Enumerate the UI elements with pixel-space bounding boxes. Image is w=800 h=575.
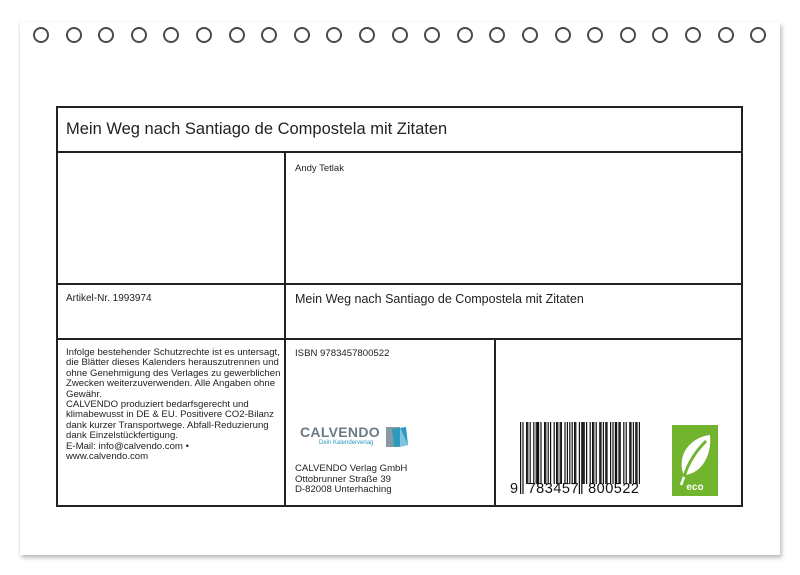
barcode-bar (536, 422, 537, 484)
divider (494, 338, 496, 507)
binding-hole (196, 27, 212, 43)
barcode-bar (584, 422, 585, 484)
publisher-address: CALVENDO Verlag GmbH Ottobrunner Straße 39 D-82008 Unterhaching (295, 463, 408, 496)
binding-hole (718, 27, 734, 43)
barcode-bar (618, 422, 619, 484)
barcode-bar (592, 422, 593, 484)
leaf-icon (672, 429, 718, 489)
divider (56, 151, 743, 153)
barcode-bar (635, 422, 636, 484)
barcode-bar (530, 422, 531, 484)
binding-hole (457, 27, 473, 43)
barcode-bar (633, 422, 634, 484)
barcode-bar (600, 422, 601, 484)
binding-hole (522, 27, 538, 43)
divider (56, 338, 743, 340)
barcode-bar (593, 422, 594, 484)
barcode-bar (526, 422, 527, 484)
barcode-bar (533, 422, 534, 484)
binding-hole (424, 27, 440, 43)
barcode-bar (544, 422, 545, 484)
divider (56, 283, 743, 285)
binding-hole (489, 27, 505, 43)
eco-label-badge (672, 425, 718, 496)
binding-hole (652, 27, 668, 43)
barcode-bar (569, 422, 570, 484)
barcode-bar (548, 422, 549, 484)
barcode-bar (605, 422, 606, 484)
barcode-bar (590, 422, 591, 484)
binding-hole (131, 27, 147, 43)
binding-holes (0, 27, 800, 45)
barcode-bar (616, 422, 617, 484)
barcode-bar (575, 422, 576, 484)
barcode-bar (582, 422, 583, 484)
barcode-bar (540, 422, 541, 484)
barcode-number: 9 783457 800522 (510, 481, 640, 497)
barcode-bar (596, 422, 597, 484)
binding-hole (98, 27, 114, 43)
logo-tagline: Dein Kalenderverlag (319, 440, 374, 446)
barcode-bar (610, 422, 611, 484)
binding-hole (163, 27, 179, 43)
barcode-bar (550, 422, 551, 484)
barcode-bar (527, 422, 528, 484)
barcode-bar (554, 422, 555, 484)
binding-hole (294, 27, 310, 43)
binding-hole (326, 27, 342, 43)
binding-hole (685, 27, 701, 43)
article-number: Artikel-Nr. 1993974 (66, 293, 152, 304)
binding-hole (587, 27, 603, 43)
barcode-bar (586, 422, 587, 484)
eco-text: eco (686, 482, 704, 493)
divider (284, 151, 286, 507)
barcode-bar (561, 422, 562, 484)
barcode-bar (603, 422, 604, 484)
binding-hole (359, 27, 375, 43)
binding-hole (555, 27, 571, 43)
author-name: Andy Tetlak (295, 163, 344, 174)
binding-hole (750, 27, 766, 43)
barcode-bar (556, 422, 557, 484)
isbn: ISBN 9783457800522 (295, 348, 390, 359)
barcode-bar (538, 422, 539, 484)
legal-notice: Infolge bestehender Schutzrechte ist es untersagt, die Blätter dieses Kalenders herauszutrennen und ohne Genehmigung des Verlages zu gewerblichen Zwecken weiterzuverwenden. Alle Angaben ohne Gewähr. CALVENDO produziert bedarfsgerecht und klimabewusst in DE & EU. Positivere CO2-Bilanz dank kurzer Transportwege. Abfall-Reduzierung dank Einzelstückfertigung. E-Mail: info@calvendo.com • www.calvendo.com (66, 347, 281, 463)
barcode-bar (572, 422, 573, 484)
binding-hole (261, 27, 277, 43)
barcode-bar (574, 422, 575, 484)
calendar-logo-icon (384, 425, 410, 449)
barcode-bar (623, 422, 624, 484)
logo-name: CALVENDO (300, 424, 380, 440)
binding-hole (620, 27, 636, 43)
barcode-bar (545, 422, 546, 484)
barcode-bar (626, 422, 627, 484)
barcode-bar (630, 422, 631, 484)
calvendo-logo (300, 424, 412, 450)
barcode-bar (620, 422, 621, 484)
binding-hole (66, 27, 82, 43)
calendar-title: Mein Weg nach Santiago de Compostela mit Zitaten (66, 120, 448, 138)
barcode-bar (612, 422, 613, 484)
barcode-bar (629, 422, 630, 484)
barcode-bar (615, 422, 616, 484)
barcode-bar (560, 422, 561, 484)
barcode-bar (564, 422, 565, 484)
barcode-bar (606, 422, 607, 484)
barcode-bar (537, 422, 538, 484)
barcode-bar (599, 422, 600, 484)
barcode-bar (639, 422, 640, 484)
barcode-bar (557, 422, 558, 484)
calendar-title-repeat: Mein Weg nach Santiago de Compostela mit Zitaten (295, 292, 584, 306)
binding-hole (33, 27, 49, 43)
binding-hole (392, 27, 408, 43)
barcode-bar (567, 422, 568, 484)
binding-hole (229, 27, 245, 43)
barcode-bar (636, 422, 637, 484)
